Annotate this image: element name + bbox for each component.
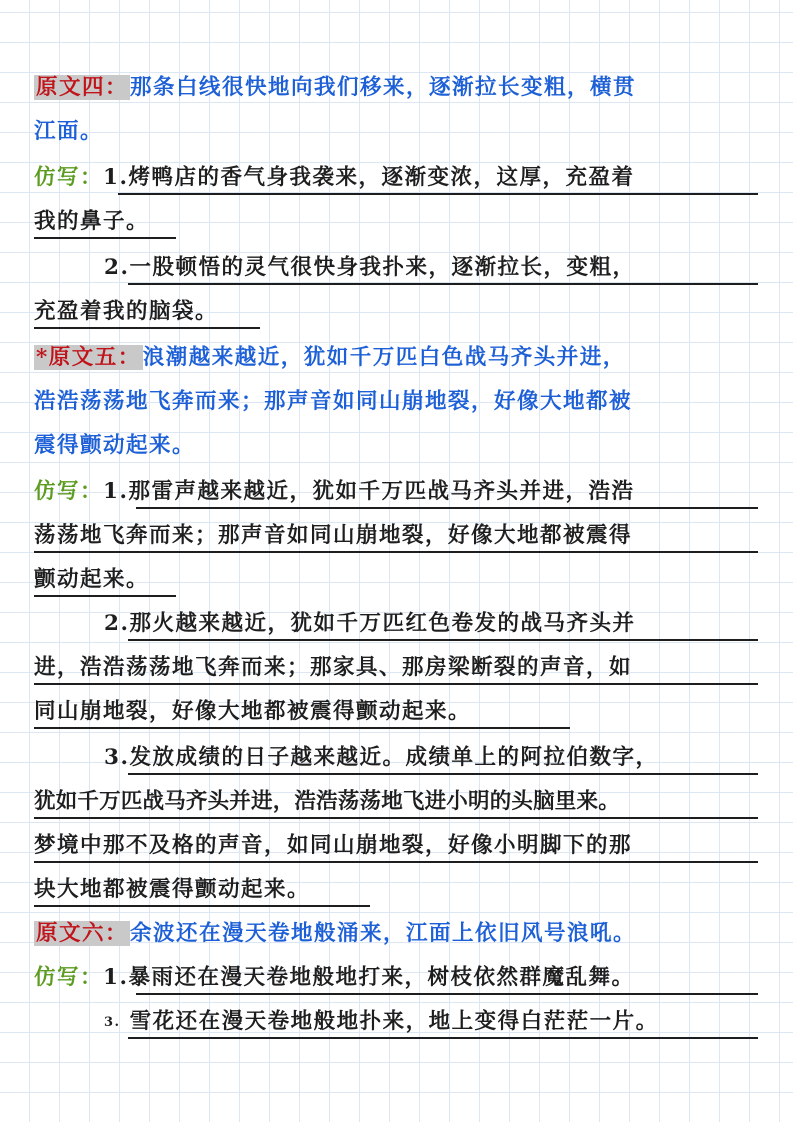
underline xyxy=(34,237,176,239)
original-4-line-2: 江面。 xyxy=(34,119,104,144)
imitation-text: 雪花还在漫天卷地般地扑来，地上变得白茫茫一片。 xyxy=(129,1009,659,1034)
underline xyxy=(128,639,758,641)
imitation-num: 2. xyxy=(104,611,130,636)
imitation-4-1-line-2: 我的鼻子。 xyxy=(34,209,150,234)
original-4-line-1 xyxy=(34,66,636,110)
imitation-text: 那火越来越近，犹如千万匹红色卷发的战马齐头并 xyxy=(129,611,636,636)
imitation-text: 发放成绩的日子越来越近。成绩单上的阿拉伯数字， xyxy=(129,745,659,770)
underline xyxy=(34,905,370,907)
imitation-num: 2. xyxy=(104,255,130,280)
imitation-text: 烤鸭店的香气身我袭来，逐渐变浓，这厚，充盈着 xyxy=(128,165,635,190)
underline xyxy=(34,861,758,863)
imitation-num: 1. xyxy=(103,479,129,504)
underline xyxy=(34,727,570,729)
imitation-5-1-line-2: 荡荡地飞奔而来；那声音如同山崩地裂，好像大地都被震得 xyxy=(34,523,633,548)
original-6-text: 余波还在漫天卷地般涌来，江面上依旧风号浪吼。 xyxy=(130,921,637,946)
imitation-4-2-line-2: 充盈着我的脑袋。 xyxy=(34,299,219,324)
original-4-label: 原文四： xyxy=(36,75,129,100)
underline xyxy=(128,283,758,285)
underline xyxy=(136,507,758,509)
underline xyxy=(128,1037,758,1039)
underline xyxy=(128,773,758,775)
star-marker: * xyxy=(36,345,49,370)
imitation-5-3-line-2: 犹如千万匹战马齐头并进，浩浩荡荡地飞进小明的头脑里来。 xyxy=(34,789,620,814)
underline xyxy=(118,193,758,195)
underline xyxy=(34,595,176,597)
imitation-num: 1. xyxy=(103,965,129,990)
imitation-5-3-line-4: 块大地都被震得颤动起来。 xyxy=(34,877,311,902)
underline xyxy=(34,683,758,685)
original-5-line-3: 震得颤动起来。 xyxy=(34,433,196,458)
original-5-text: 浪潮越来越近，犹如千万匹白色战马齐头并进， xyxy=(142,345,626,370)
imitation-num: 3. xyxy=(104,745,130,770)
imitation-5-3-line-3: 梦境中那不及格的声音，如同山崩地裂，好像小明脚下的那 xyxy=(34,833,633,858)
underline xyxy=(34,817,758,819)
original-4-text: 那条白线很快地向我们移来，逐渐拉长变粗，横贯 xyxy=(130,75,637,100)
imitation-label: 仿写： xyxy=(34,479,104,504)
original-5-label: *原文五： xyxy=(36,345,141,370)
imitation-5-2-line-2: 进，浩浩荡荡地飞奔而来；那家具、那房梁断裂的声音，如 xyxy=(34,655,633,680)
original-6-line-1 xyxy=(34,912,636,956)
original-5-line-2: 浩浩荡荡地飞奔而来；那声音如同山崩地裂，好像大地都被 xyxy=(34,389,633,414)
imitation-5-1-line-3: 颤动起来。 xyxy=(34,567,150,592)
original-5-line-1 xyxy=(34,336,626,380)
imitation-text: 暴雨还在漫天卷地般地打来，树枝依然群魔乱舞。 xyxy=(128,965,635,990)
imitation-text: 一股顿悟的灵气很快身我扑来，逐渐拉长，变粗， xyxy=(129,255,636,280)
underline xyxy=(34,327,260,329)
imitation-text: 那雷声越来越近，犹如千万匹战马齐头并进，浩浩 xyxy=(128,479,635,504)
imitation-5-2-line-3: 同山崩地裂，好像大地都被震得颤动起来。 xyxy=(34,699,472,724)
imitation-num: 1. xyxy=(103,165,129,190)
imitation-num: 3. xyxy=(104,1015,121,1030)
imitation-label: 仿写： xyxy=(34,165,104,190)
original-6-label: 原文六： xyxy=(36,921,129,946)
imitation-label: 仿写： xyxy=(34,965,104,990)
underline xyxy=(34,551,758,553)
underline xyxy=(136,993,758,995)
